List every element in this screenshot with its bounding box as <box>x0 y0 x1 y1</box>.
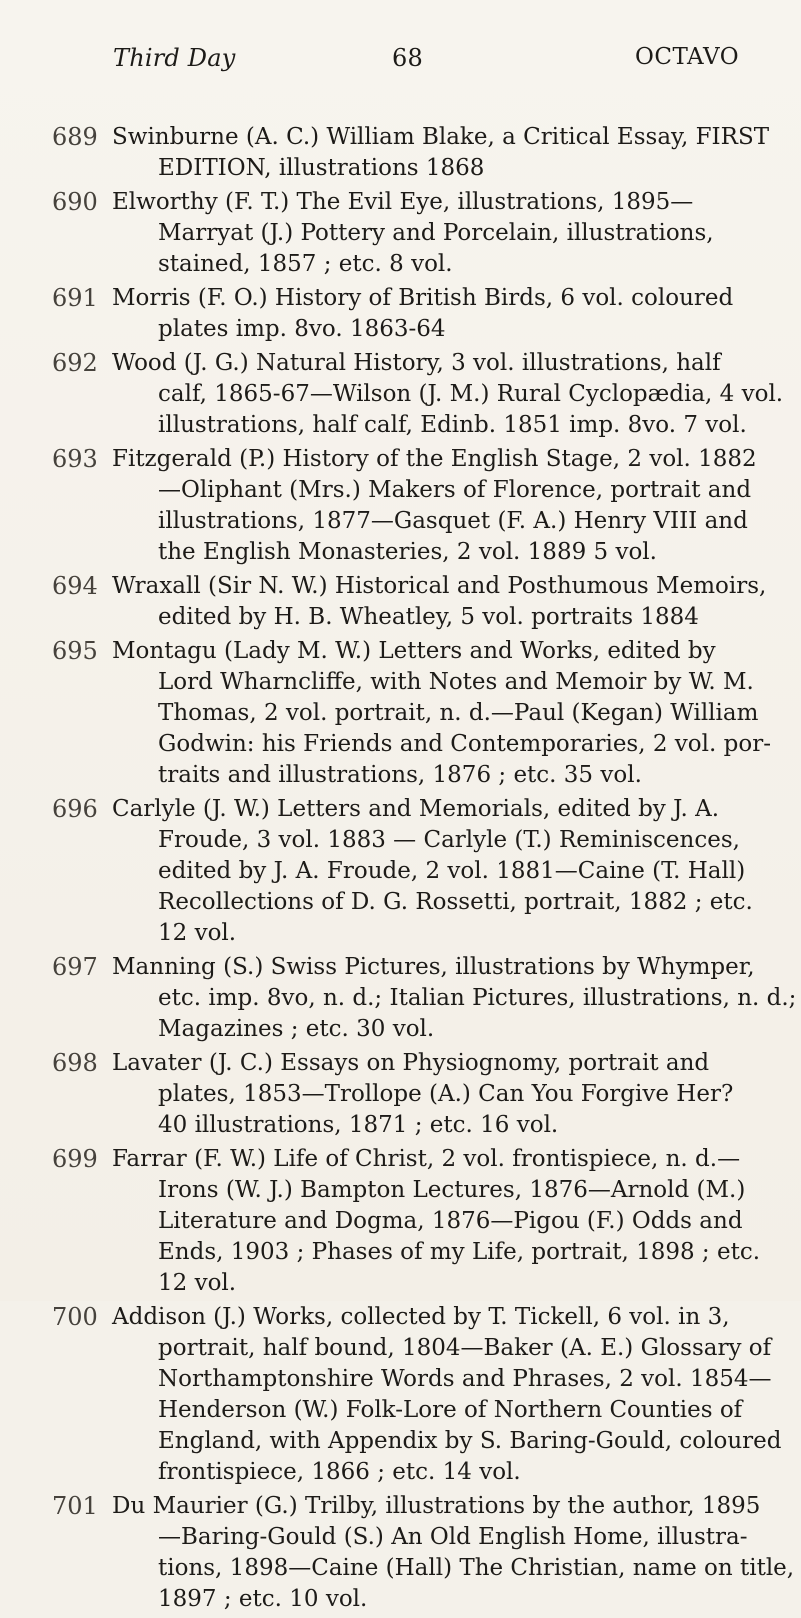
catalogue-entry <box>0 1491 801 1615</box>
entry-number: 691 <box>52 284 98 312</box>
entry-line: calf, 1865-67—Wilson (J. M.) Rural Cyclopædia, 4 vol. <box>158 381 784 407</box>
catalogue-entry <box>0 794 801 949</box>
entry-line: Wraxall (Sir N. W.) Historical and Posthumous Memoirs, <box>112 573 767 599</box>
page-number: 68 <box>392 44 423 72</box>
catalogue-entry <box>0 187 801 280</box>
catalogue-entry <box>0 444 801 568</box>
entry-description <box>112 794 753 949</box>
entry-line: Addison (J.) Works, collected by T. Tickell, 6 vol. in 3, <box>112 1304 730 1330</box>
entry-line: Morris (F. O.) History of British Birds, 6 vol. coloured <box>112 285 734 311</box>
entry-number: 692 <box>52 349 98 377</box>
entry-line: traits and illustrations, 1876 ; etc. 35 vol. <box>158 762 642 788</box>
catalogue-entry <box>0 348 801 441</box>
entry-line: England, with Appendix by S. Baring-Gould, coloured <box>158 1428 782 1454</box>
entry-line: the English Monasteries, 2 vol. 1889 5 vol. <box>158 539 657 565</box>
entry-line: Magazines ; etc. 30 vol. <box>158 1016 435 1042</box>
catalogue-entry <box>0 122 801 184</box>
catalogue-entry <box>0 571 801 633</box>
entry-line: Wood (J. G.) Natural History, 3 vol. illustrations, half <box>112 350 721 376</box>
entry-description <box>112 348 784 441</box>
entry-line: Montagu (Lady M. W.) Letters and Works, edited by <box>112 638 716 664</box>
entry-number: 693 <box>52 445 98 473</box>
catalogue-entry <box>0 1144 801 1299</box>
entry-description <box>112 1491 795 1615</box>
entry-description <box>112 122 770 184</box>
entry-line: frontispiece, 1866 ; etc. 14 vol. <box>158 1459 521 1485</box>
catalogue-entry <box>0 1302 801 1488</box>
entry-line: Henderson (W.) Folk-Lore of Northern Counties of <box>158 1397 743 1423</box>
entry-line: Godwin: his Friends and Contemporaries, 2 vol. por- <box>158 731 771 757</box>
entry-line: Manning (S.) Swiss Pictures, illustrations by Whymper, <box>112 954 755 980</box>
entry-line: Ends, 1903 ; Phases of my Life, portrait, 1898 ; etc. <box>158 1239 761 1265</box>
entry-line: illustrations, 1877—Gasquet (F. A.) Henry VIII and <box>158 508 748 534</box>
entry-number: 689 <box>52 123 98 151</box>
entry-description <box>112 952 797 1045</box>
entry-line: Northamptonshire Words and Phrases, 2 vol. 1854— <box>158 1366 772 1392</box>
entry-description <box>112 1144 761 1299</box>
entry-line: 1897 ; etc. 10 vol. <box>158 1586 368 1612</box>
entry-description <box>112 187 722 280</box>
entry-number: 698 <box>52 1049 98 1077</box>
entry-line: Elworthy (F. T.) The Evil Eye, illustrations, 1895— <box>112 189 694 215</box>
catalogue-entry <box>0 952 801 1045</box>
entry-line: Irons (W. J.) Bampton Lectures, 1876—Arnold (M.) <box>158 1177 746 1203</box>
entry-line: 12 vol. <box>158 1270 237 1296</box>
entry-line: etc. imp. 8vo, n. d.; Italian Pictures, illustrations, n. d.; <box>158 985 797 1011</box>
entry-line: Thomas, 2 vol. portrait, n. d.—Paul (Kegan) William <box>158 700 759 726</box>
entry-description <box>112 571 767 633</box>
entry-line: Swinburne (A. C.) William Blake, a Critical Essay, FIRST <box>112 124 770 150</box>
entry-line: Lavater (J. C.) Essays on Physiognomy, portrait and <box>112 1050 710 1076</box>
entry-description <box>112 444 757 568</box>
entry-number: 697 <box>52 953 98 981</box>
entry-number: 694 <box>52 572 98 600</box>
entry-description <box>112 283 734 345</box>
entry-number: 699 <box>52 1145 98 1173</box>
entry-line: plates, 1853—Trollope (A.) Can You Forgive Her? <box>158 1081 734 1107</box>
entry-description <box>112 1048 734 1141</box>
entry-line: edited by H. B. Wheatley, 5 vol. portraits 1884 <box>158 604 699 630</box>
entry-number: 700 <box>52 1303 98 1331</box>
entry-list <box>0 122 801 1618</box>
entry-line: —Oliphant (Mrs.) Makers of Florence, portrait and <box>158 477 752 503</box>
entry-description <box>112 636 771 791</box>
page-header <box>0 44 801 88</box>
catalogue-entry <box>0 283 801 345</box>
entry-number: 701 <box>52 1492 98 1520</box>
entry-line: Carlyle (J. W.) Letters and Memorials, edited by J. A. <box>112 796 720 822</box>
entry-line: —Baring-Gould (S.) An Old English Home, illustra- <box>158 1524 748 1550</box>
entry-line: portrait, half bound, 1804—Baker (A. E.) Glossary of <box>158 1335 772 1361</box>
entry-line: Froude, 3 vol. 1883 — Carlyle (T.) Reminiscences, <box>158 827 740 853</box>
entry-line: illustrations, half calf, Edinb. 1851 imp. 8vo. 7 vol. <box>158 412 747 438</box>
entry-number: 696 <box>52 795 98 823</box>
entry-line: stained, 1857 ; etc. 8 vol. <box>158 251 453 277</box>
entry-line: Fitzgerald (P.) History of the English Stage, 2 vol. 1882 <box>112 446 757 472</box>
entry-line: Literature and Dogma, 1876—Pigou (F.) Odds and <box>158 1208 743 1234</box>
catalogue-entry <box>0 636 801 791</box>
entry-line: 12 vol. <box>158 920 237 946</box>
running-title: Third Day <box>113 44 236 72</box>
entry-line: Lord Wharncliffe, with Notes and Memoir by W. M. <box>158 669 754 695</box>
entry-number: 690 <box>52 188 98 216</box>
entry-description <box>112 1302 782 1488</box>
entry-line: tions, 1898—Caine (Hall) The Christian, name on title, <box>158 1555 795 1581</box>
entry-line: EDITION, illustrations 1868 <box>158 155 485 181</box>
entry-line: Farrar (F. W.) Life of Christ, 2 vol. frontispiece, n. d.— <box>112 1146 741 1172</box>
entry-line: Marryat (J.) Pottery and Porcelain, illustrations, <box>158 220 714 246</box>
entry-line: edited by J. A. Froude, 2 vol. 1881—Caine (T. Hall) <box>158 858 746 884</box>
entry-line: plates imp. 8vo. 1863-64 <box>158 316 446 342</box>
entry-line: 40 illustrations, 1871 ; etc. 16 vol. <box>158 1112 559 1138</box>
catalogue-entry <box>0 1048 801 1141</box>
entry-line: Recollections of D. G. Rossetti, portrait, 1882 ; etc. <box>158 889 753 915</box>
entry-number: 695 <box>52 637 98 665</box>
section-label: OCTAVO <box>635 44 740 70</box>
entry-line: Du Maurier (G.) Trilby, illustrations by the author, 1895 <box>112 1493 761 1519</box>
